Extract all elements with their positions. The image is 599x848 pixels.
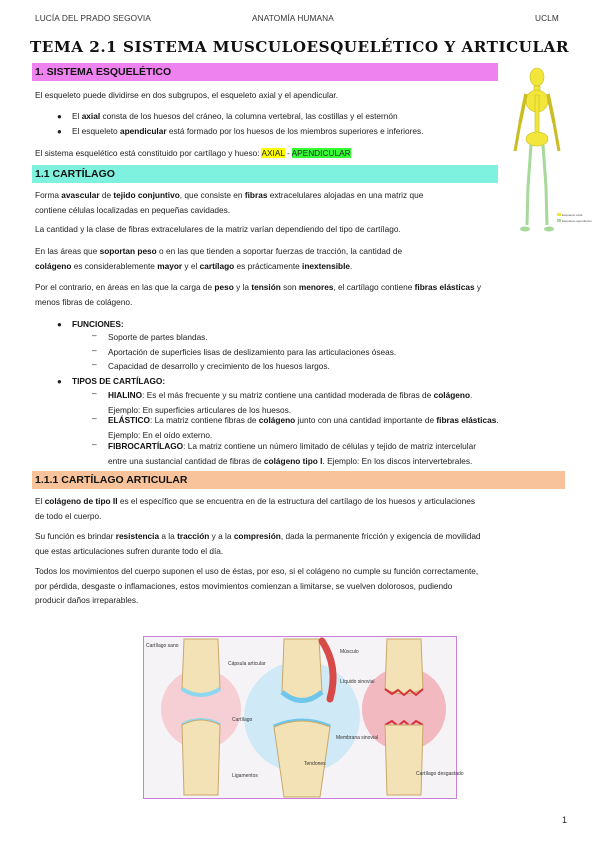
bullet-axial: El axial consta de los huesos del cráneo, la columna vertebral, las costillas y el esternón xyxy=(72,111,398,121)
label-liquido: Líquido sinovial xyxy=(340,679,375,685)
joint-illustration xyxy=(143,636,464,799)
legend-axial-label: Esqueleto axial xyxy=(562,213,583,217)
header-subject: ANATOMÍA HUMANA xyxy=(252,13,334,23)
dash-icon: – xyxy=(92,345,97,355)
label-musculo: Músculo xyxy=(340,649,359,655)
dash-icon: – xyxy=(92,359,97,369)
cartilage-elastic-text: Por el contrario, en áreas en las que la carga de peso y la tensión son menores, el cartílago contiene fibras elásticas y menos fibras de colágeno. xyxy=(35,282,482,307)
dash-icon: – xyxy=(92,330,97,340)
header-university: UCLM xyxy=(535,13,559,23)
label-desgastado: Cartílago desgastado xyxy=(416,771,464,777)
cartilage-fibers-text: La cantidad y la clase de fibras extracelulares de la matriz varían dependiendo del tipo de cartílago. xyxy=(35,224,401,234)
articular-damage-text: Todos los movimientos del cuerpo suponen el uso de éstas, por eso, si el colágeno no cumple su función correctamente, por pérdida, desgaste o inflamaciones, estos movimientos comienzan a limitarse, se vuelven dolorosos, pudiendo producir daños irreparables. xyxy=(35,566,479,605)
label-tendones: Tendones xyxy=(304,761,326,767)
section-heading-sistema-esqueletico: 1. SISTEMA ESQUELÉTICO xyxy=(32,63,498,81)
tipo-elastico: ELÁSTICO: La matriz contiene fibras de colágeno junto con una cantidad importante de fibras elásticas. Ejemplo: En el oído externo. xyxy=(108,415,499,440)
label-cartilago-sano: Cartílago sano xyxy=(146,643,179,649)
bullet-icon: ● xyxy=(57,127,62,136)
funcion-item: Aportación de superficies lisas de deslizamiento para las articulaciones óseas. xyxy=(108,347,397,357)
cartilage-definition: Forma avascular de tejido conjuntivo, que consiste en fibras extracelulares alojadas en una matriz que contiene células localizadas en pequeñas cavidades. xyxy=(35,190,424,215)
bullet-icon: ● xyxy=(57,112,62,121)
label-ligamentos: Ligamentos xyxy=(232,773,258,779)
skull xyxy=(530,68,544,86)
bullet-apendicular: El esqueleto apendicular está formado por los huesos de los miembros superiores e inferiores. xyxy=(72,126,424,136)
label-capsula: Cápsula articular xyxy=(228,661,266,667)
page-number: 1 xyxy=(561,815,567,825)
articular-collagen-text: El colágeno de tipo II es el específico que se encuentra en de la estructura del cartílago de los huesos y articulaciones de todo el cuerpo. xyxy=(35,496,475,521)
label-membrana: Membrana sinovial xyxy=(336,735,378,741)
tipos-label: TIPOS DE CARTÍLAGO: xyxy=(72,376,166,386)
skeleton-intro: El esqueleto puede dividirse en dos subgrupos, el esqueleto axial y el apendicular. xyxy=(35,90,339,100)
label-cartilago: Cartílago xyxy=(232,717,253,723)
tipo-fibrocartilago: FIBROCARTÍLAGO: La matriz contiene un número limitado de células y tejido de matriz intercelular entre una sustancial cantidad de fibras de colágeno tipo I. Ejemplo: En los discos intervertebrales. xyxy=(108,441,476,466)
header-author: LUCÍA DEL PRADO SEGOVIA xyxy=(35,13,151,23)
page-title: TEMA 2.1 SISTEMA MUSCULOESQUELÉTICO Y ARTICULAR xyxy=(30,38,569,56)
funcion-item: Soporte de partes blandas. xyxy=(108,332,208,342)
dash-icon: – xyxy=(92,413,97,423)
legend-apendicular-label: Esqueleto apendicular xyxy=(562,219,592,223)
bullet-icon: ● xyxy=(57,320,62,329)
skeleton-illustration xyxy=(503,65,592,242)
tipo-hialino: HIALINO: Es el más frecuente y su matriz contiene una cantidad moderada de fibras de colágeno. Ejemplo: En superficies articulares de los huesos. xyxy=(108,390,473,415)
articular-function-text: Su función es brindar resistencia a la tracción y a la compresión, dada la permanente fricción y exigencia de movilidad que estas articulaciones sufren durante todo el día. xyxy=(35,531,481,556)
dash-icon: – xyxy=(92,388,97,398)
funcion-item: Capacidad de desarrollo y crecimiento de los huesos largos. xyxy=(108,361,330,371)
skeleton-composition: El sistema esquelético está constituido por cartílago y hueso: AXIAL - APENDICULAR xyxy=(35,148,351,158)
cartilage-weight-text: En las áreas que soportan peso o en las que tienden a soportar fuerzas de tracción, la cantidad de colágeno es considerablemente mayor y el cartílago es prácticamente inextensible. xyxy=(35,246,403,271)
section-heading-cartilago-articular: 1.1.1 CARTÍLAGO ARTICULAR xyxy=(32,471,565,489)
dash-icon: – xyxy=(92,439,97,449)
funciones-label: FUNCIONES: xyxy=(72,319,124,329)
bullet-icon: ● xyxy=(57,377,62,386)
section-heading-cartilago: 1.1 CARTÍLAGO xyxy=(32,165,498,183)
